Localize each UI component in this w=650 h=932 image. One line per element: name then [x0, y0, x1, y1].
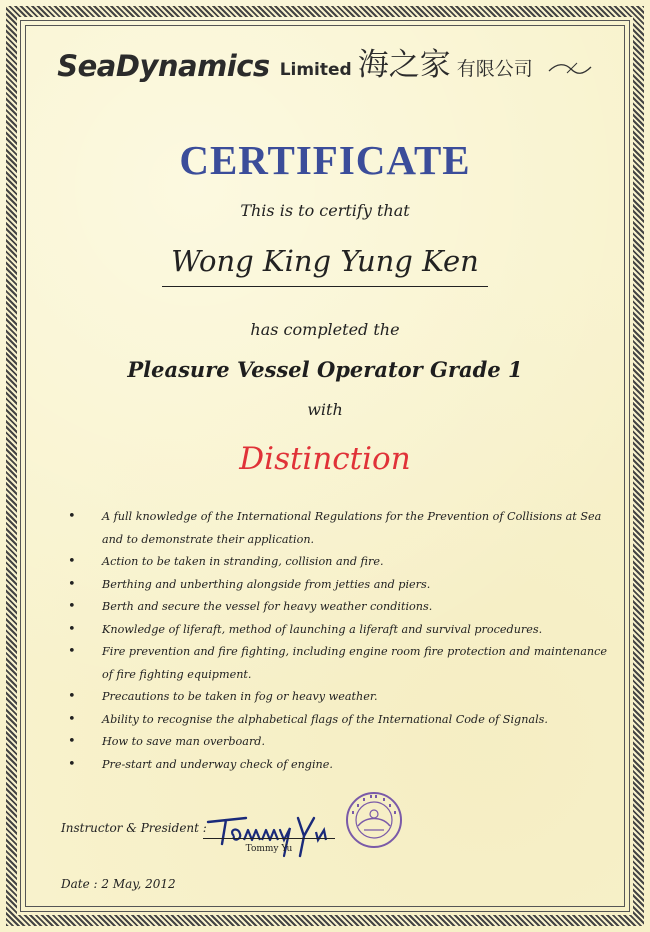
issue-date: Date : 2 May, 2012 [61, 877, 176, 891]
list-item: • Precautions to be taken in fog or heavy weather. [68, 686, 608, 709]
competency-list [68, 506, 608, 776]
chinese-name: 海之家 [357, 47, 451, 83]
name-underline [162, 286, 488, 287]
certify-line: This is to certify that [240, 201, 410, 220]
list-item: • Fire prevention and fire fighting, including engine room fire protection and maintenance of fire fighting equipment. [68, 641, 608, 686]
list-item: • How to save man overboard. [68, 731, 608, 754]
brand-name: SeaDynamics [57, 49, 270, 83]
recipient-name: Wong King Yung Ken [171, 244, 479, 278]
list-item: • Pre-start and underway check of engine. [68, 754, 608, 777]
completed-line: has completed the [250, 320, 400, 339]
list-item: • A full knowledge of the International Regulations for the Prevention of Collisions at Sea and to demonstrate their application. [68, 506, 608, 551]
signatory-name: Tommy Yu [245, 844, 293, 854]
list-item: • Knowledge of liferaft, method of launching a liferaft and survival procedures. [68, 619, 608, 642]
grade-distinction: Distinction [239, 441, 411, 477]
brand-suffix: Limited [279, 59, 352, 80]
company-seal-icon [344, 790, 404, 850]
with-line: with [307, 400, 343, 419]
wave-logo-icon [547, 59, 593, 77]
company-header [0, 47, 650, 83]
list-item: • Berth and secure the vessel for heavy weather conditions. [68, 596, 608, 619]
list-item: • Berthing and unberthing alongside from jetties and piers. [68, 574, 608, 597]
chinese-suffix: 有限公司 [456, 58, 533, 81]
list-item: • Ability to recognise the alphabetical flags of the International Code of Signals. [68, 709, 608, 732]
certificate-title: CERTIFICATE [179, 137, 471, 183]
instructor-label: Instructor & President : [61, 821, 207, 835]
signature-line [203, 838, 335, 839]
list-item: • Action to be taken in stranding, collision and fire. [68, 551, 608, 574]
course-name: Pleasure Vessel Operator Grade 1 [127, 357, 523, 382]
